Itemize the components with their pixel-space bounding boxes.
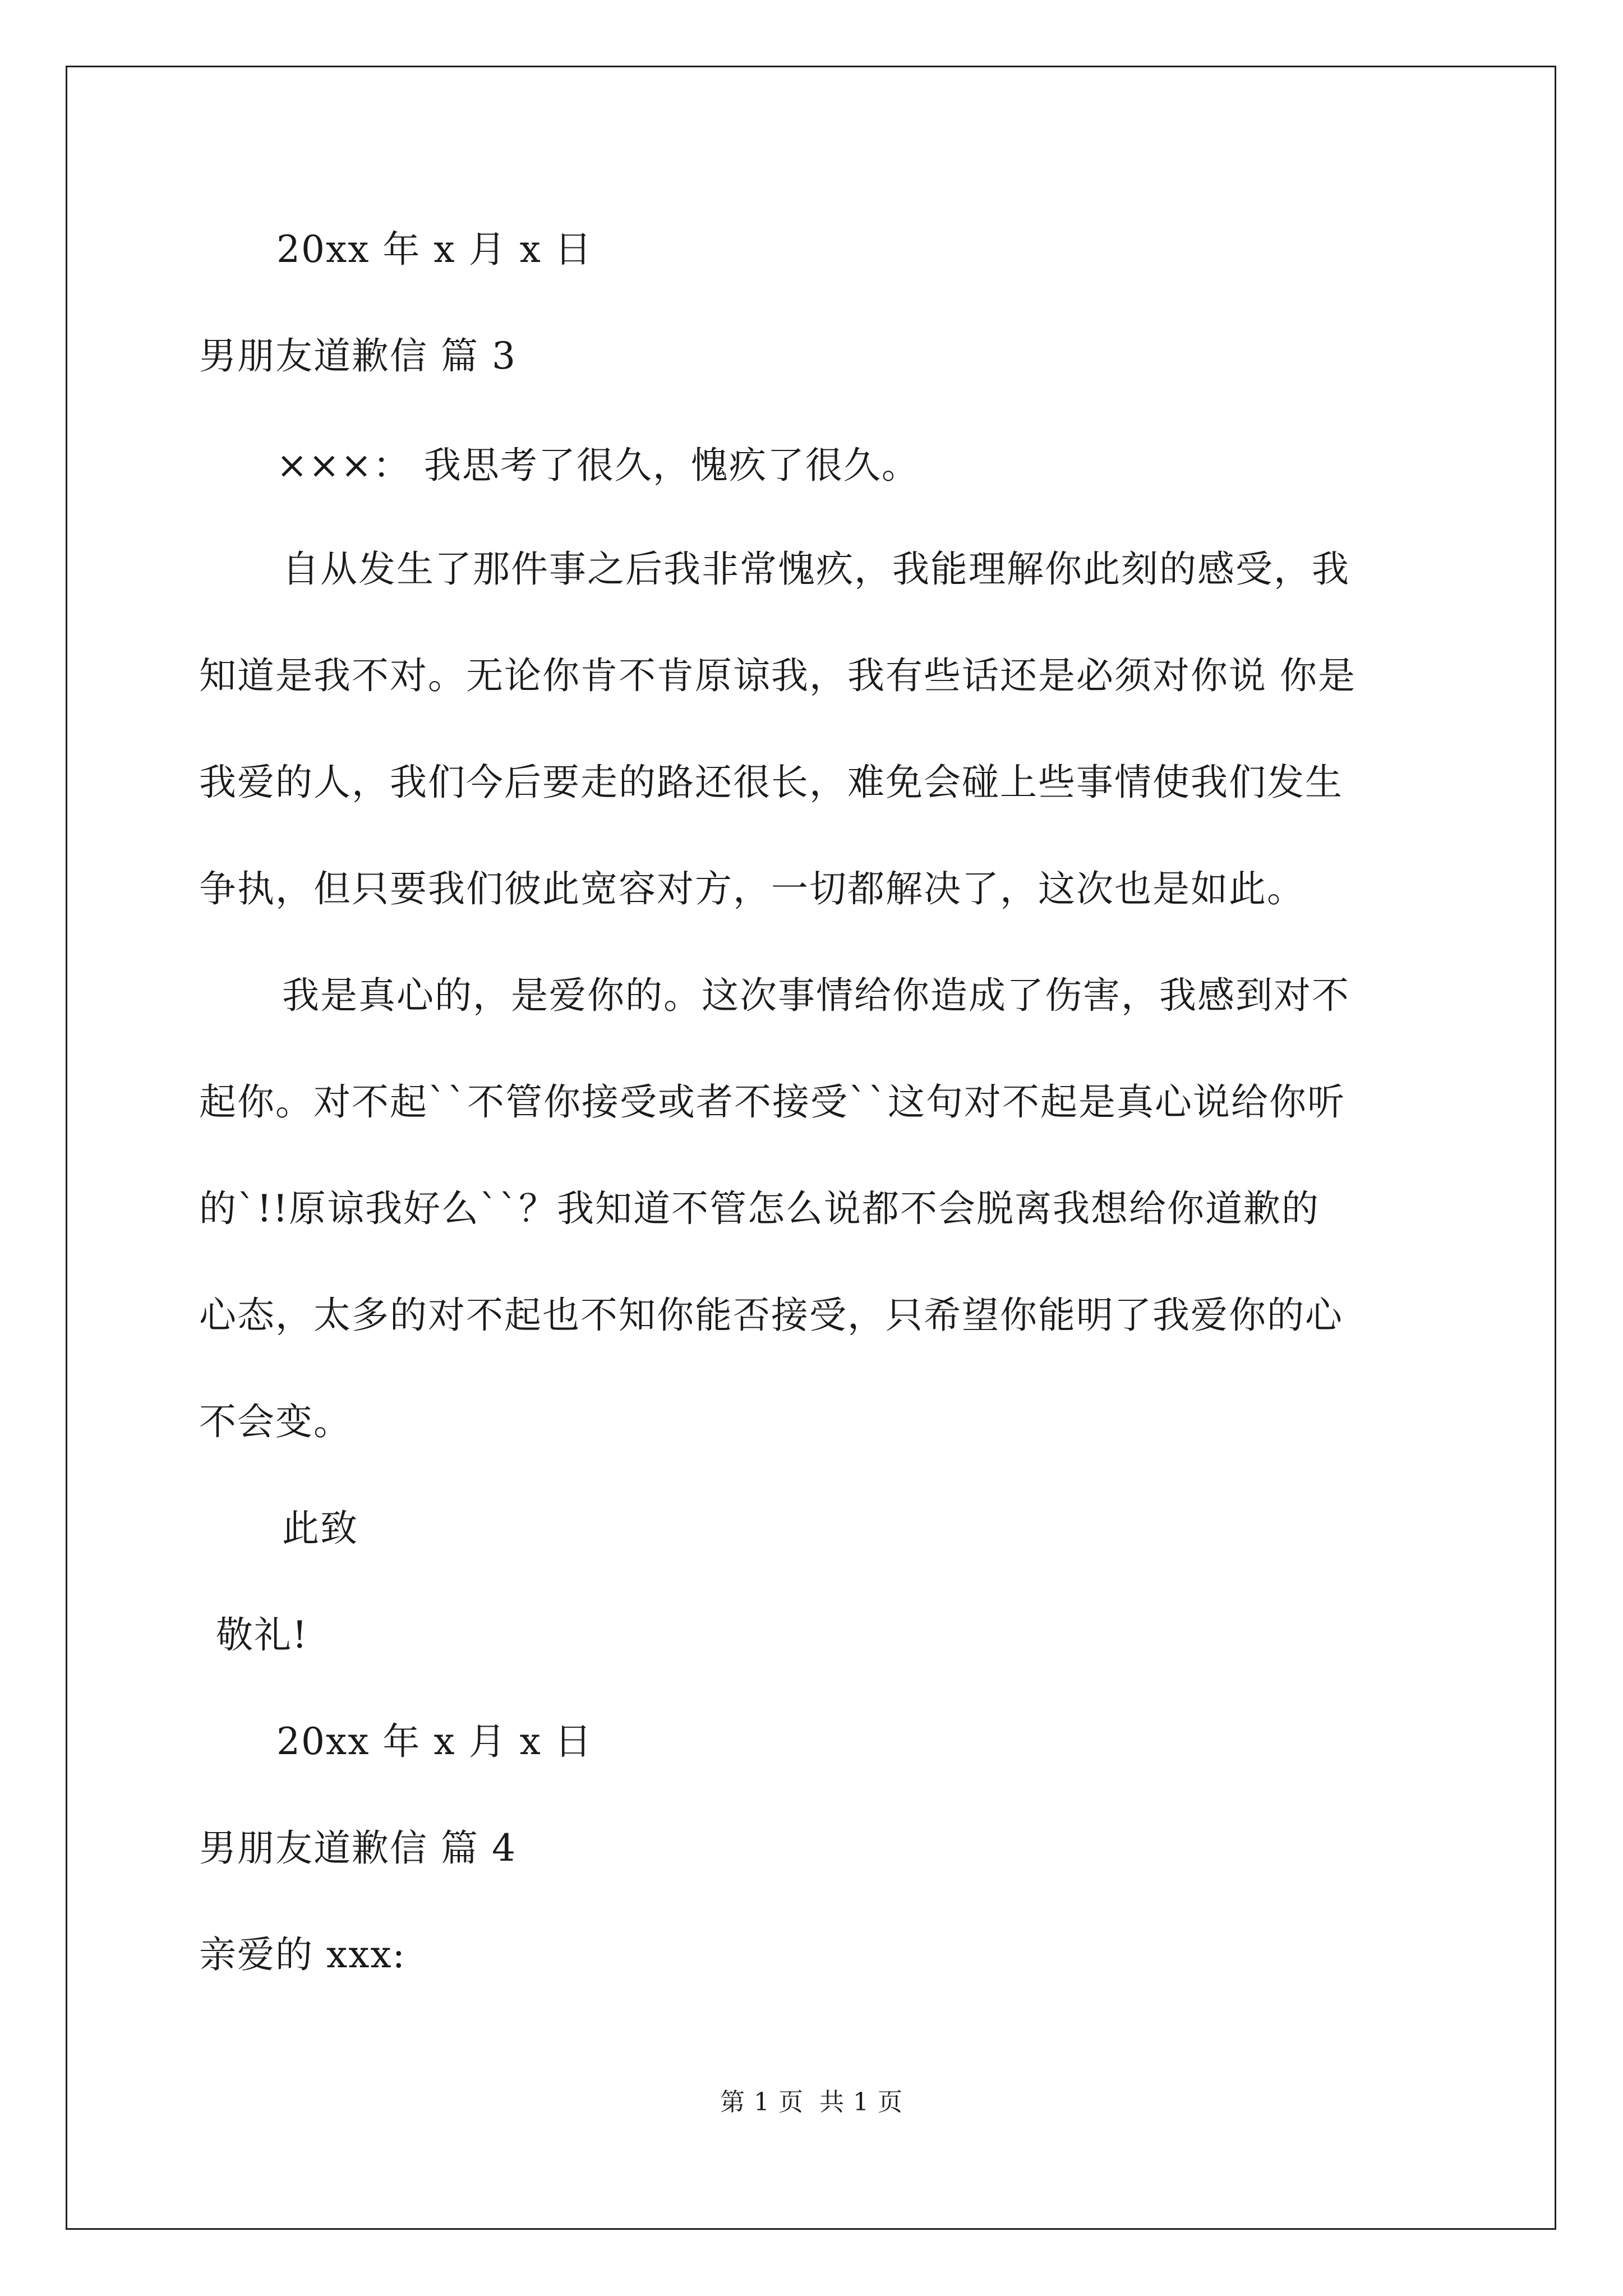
date-line: 20xx 年 x 月 x 日 bbox=[276, 1720, 593, 1763]
date-line: 20xx 年 x 月 x 日 bbox=[276, 228, 593, 271]
salutation-line: 亲爱的 xxx: bbox=[199, 1933, 406, 1976]
closing-regards: 敬礼! bbox=[216, 1613, 308, 1657]
paragraph-line: 不会变。 bbox=[199, 1400, 352, 1443]
page-border bbox=[66, 66, 1556, 2230]
section-heading: 男朋友道歉信 篇 4 bbox=[199, 1826, 517, 1870]
page-number: 第 1 页 bbox=[720, 2088, 804, 2116]
closing-line: 此致 bbox=[282, 1507, 358, 1550]
paragraph-line: 争执，但只要我们彼此宽容对方，一切都解决了，这次也是如此。 bbox=[199, 867, 1305, 910]
paragraph-line: 知道是我不对。无论你肯不肯原谅我，我有些话还是必须对你说 你是 bbox=[199, 654, 1356, 697]
paragraph-line: 心态，太多的对不起也不知你能否接受，只希望你能明了我爱你的心 bbox=[199, 1294, 1343, 1337]
paragraph-line: 我是真心的，是爱你的。这次事情给你造成了伤害，我感到对不 bbox=[282, 974, 1350, 1017]
salutation-line: ×××： 我思考了很久，愧疚了很久。 bbox=[276, 444, 920, 487]
paragraph-line: 起你。对不起``不管你接受或者不接受``这句对不起是真心说给你听 bbox=[199, 1080, 1345, 1124]
section-heading: 男朋友道歉信 篇 3 bbox=[199, 334, 517, 378]
page-total: 共 1 页 bbox=[819, 2088, 903, 2116]
page-footer bbox=[0, 2087, 1623, 2118]
paragraph-line: 自从发生了那件事之后我非常愧疚，我能理解你此刻的感受，我 bbox=[282, 547, 1350, 591]
paragraph-line: 的`!!原谅我好么``？我知道不管怎么说都不会脱离我想给你道歉的 bbox=[199, 1187, 1320, 1230]
paragraph-line: 我爱的人，我们今后要走的路还很长，难免会碰上些事情使我们发生 bbox=[199, 761, 1343, 804]
